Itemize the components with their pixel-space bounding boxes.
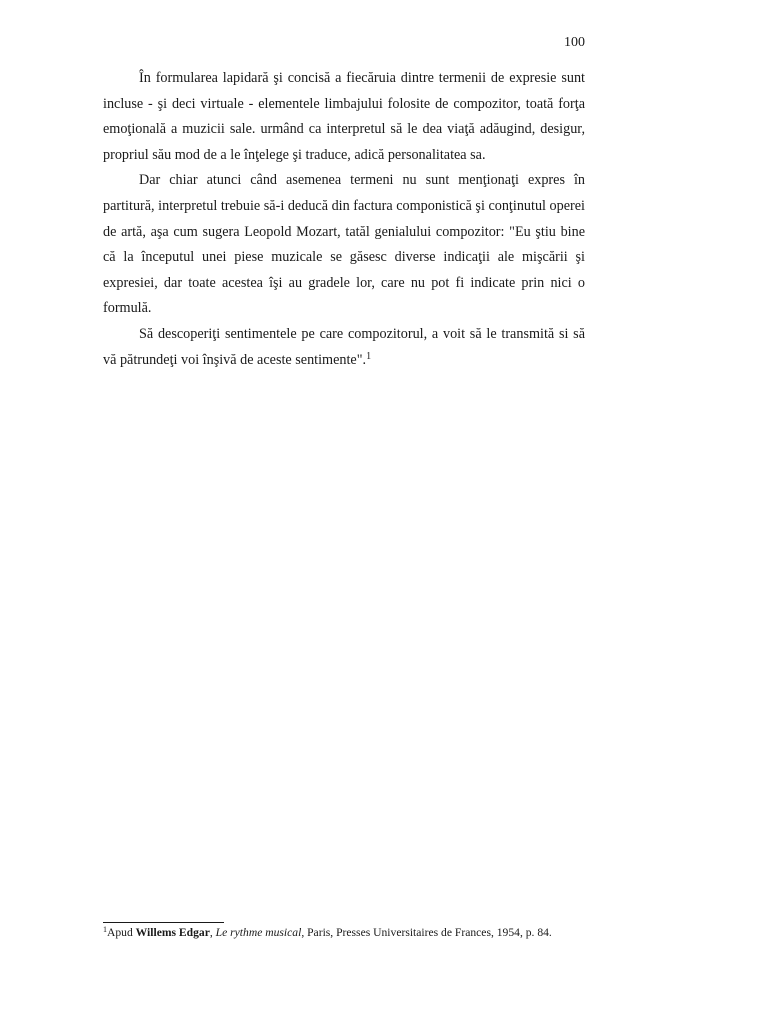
body-text — [103, 66, 585, 373]
footnote-publication: , Paris, Presses Universitaires de Frances, 1954, p. 84. — [301, 926, 552, 939]
footnote-author: Willems Edgar — [135, 926, 210, 939]
footnote-reference[interactable]: 1 — [366, 350, 372, 362]
footnote — [103, 925, 585, 942]
footnote-number: 1 — [103, 925, 107, 934]
paragraph-3-text: Să descoperiţi sentimentele pe care compozitorul, a voit să le transmită si să vă pătrundeţi voi înşivă de aceste sentimente". — [103, 325, 585, 368]
paragraph-1: În formularea lapidară şi concisă a fiecăruia dintre termenii de expresie sunt incluse - şi deci virtuale - elementele limbajului folosite de compozitor, toată forţa emoţională a muzicii sale. urmând ca interpretul să le dea viaţă adăugind, desigur, propriul său mod de a le înţelege şi traduce, adică personalitatea sa. — [103, 70, 585, 163]
paragraph-3 — [103, 322, 585, 373]
footnote-title: Le rythme musical — [215, 926, 302, 939]
page-number: 100 — [564, 35, 585, 50]
paragraph-2: Dar chiar atunci când asemenea termeni nu sunt menţionaţi expres în partitură, interpretul trebuie să-i deducă din factura componistică şi conţinutul operei de artă, aşa cum sugera Leopold Mozart, tatăl genialului compozitor: "Eu ştiu bine că la începutul unei piese muzicale se găsesc diverse indicaţii ale mişcării şi expresiei, dar toate acestea îşi au gradele lor, care nu pot fi indicate prin nici o formulă. — [103, 172, 585, 317]
footnote-prefix: Apud — [107, 926, 136, 939]
footnote-separator-text: , — [209, 926, 216, 939]
footnote-separator — [103, 922, 224, 923]
